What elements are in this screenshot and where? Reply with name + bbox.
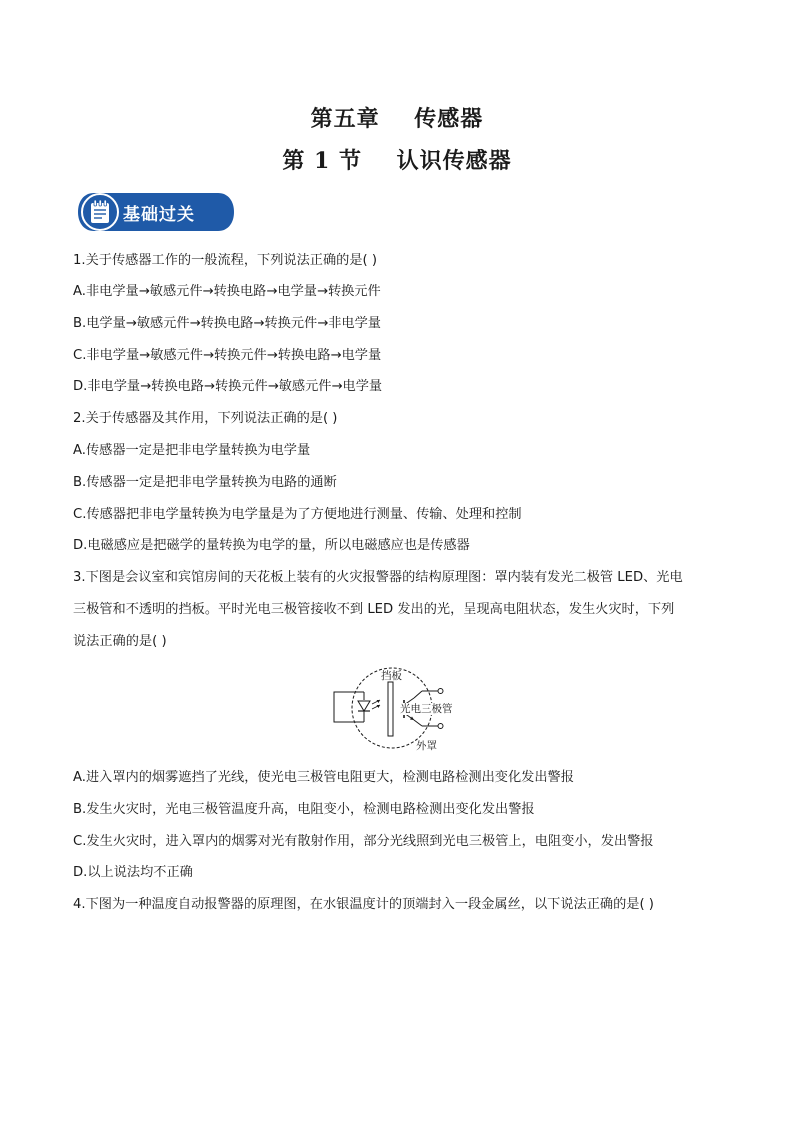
led-wire — [334, 692, 364, 722]
cover-label: 外罩 — [416, 740, 437, 752]
q2-option-a: A.传感器一定是把非电学量转换为电学量 — [73, 443, 311, 458]
q3-option-c: C.发生火灾时，进入罩内的烟雾对光有散射作用，部分光线照到光电三极管上，电阻变小，发出警报 — [73, 834, 654, 849]
led-diode — [358, 701, 370, 711]
q4-stem: 4.下图为一种温度自动报警器的原理图，在水银温度计的顶端封入一段金属丝，以下说法正确的是( ) — [73, 897, 654, 912]
q1-option-a: A.非电学量→敏感元件→转换电路→电学量→转换元件 — [73, 284, 381, 299]
q3-stem-line-2: 三极管和不透明的挡板。平时光电三极管接收不到 LED 发出的光，呈现高电阻状态，发生火灾时，下列 — [73, 602, 675, 617]
q3-option-a: A.进入罩内的烟雾遮挡了光线，使光电三极管电阻更大，检测电路检测出变化发出警报 — [73, 770, 574, 785]
q3-stem-line-1: 3.下图是会议室和宾馆房间的天花板上装有的火灾报警器的结构原理图：罩内装有发光二极管 LED、光电 — [73, 570, 683, 585]
section-badge — [76, 191, 236, 233]
section-title: 第 1 节 认识传感器 — [282, 148, 512, 174]
terminal — [438, 724, 443, 729]
phototransistor-label: 光电三极管 — [400, 703, 453, 715]
terminal — [438, 689, 443, 694]
q1-option-c: C.非电学量→敏感元件→转换元件→转换电路→电学量 — [73, 348, 382, 363]
q2-option-b: B.传感器一定是把非电学量转换为电路的通断 — [73, 475, 337, 490]
q3-option-d: D.以上说法均不正确 — [73, 865, 193, 880]
q1-option-b: B.电学量→敏感元件→转换电路→转换元件→非电学量 — [73, 316, 381, 331]
q2-option-c: C.传感器把非电学量转换为电学量是为了方便地进行测量、传输、处理和控制 — [73, 507, 522, 522]
notepad-icon — [91, 200, 109, 223]
q3-option-b: B.发生火灾时，光电三极管温度升高，电阻变小，检测电路检测出变化发出警报 — [73, 802, 535, 817]
fire-alarm-diagram — [318, 664, 478, 756]
q3-stem-line-3: 说法正确的是( ) — [73, 634, 167, 649]
baffle-label: 挡板 — [381, 670, 402, 682]
q1-option-d: D.非电学量→转换电路→转换元件→敏感元件→电学量 — [73, 379, 383, 394]
q2-stem: 2.关于传感器及其作用，下列说法正确的是( ) — [73, 411, 338, 426]
q2-option-d: D.电磁感应是把磁学的量转换为电学的量，所以电磁感应也是传感器 — [73, 538, 470, 553]
chapter-title: 第五章 传感器 — [310, 106, 484, 132]
badge-label: 基础过关 — [123, 205, 195, 225]
q1-stem: 1.关于传感器工作的一般流程，下列说法正确的是( ) — [73, 253, 377, 268]
baffle — [388, 682, 393, 736]
